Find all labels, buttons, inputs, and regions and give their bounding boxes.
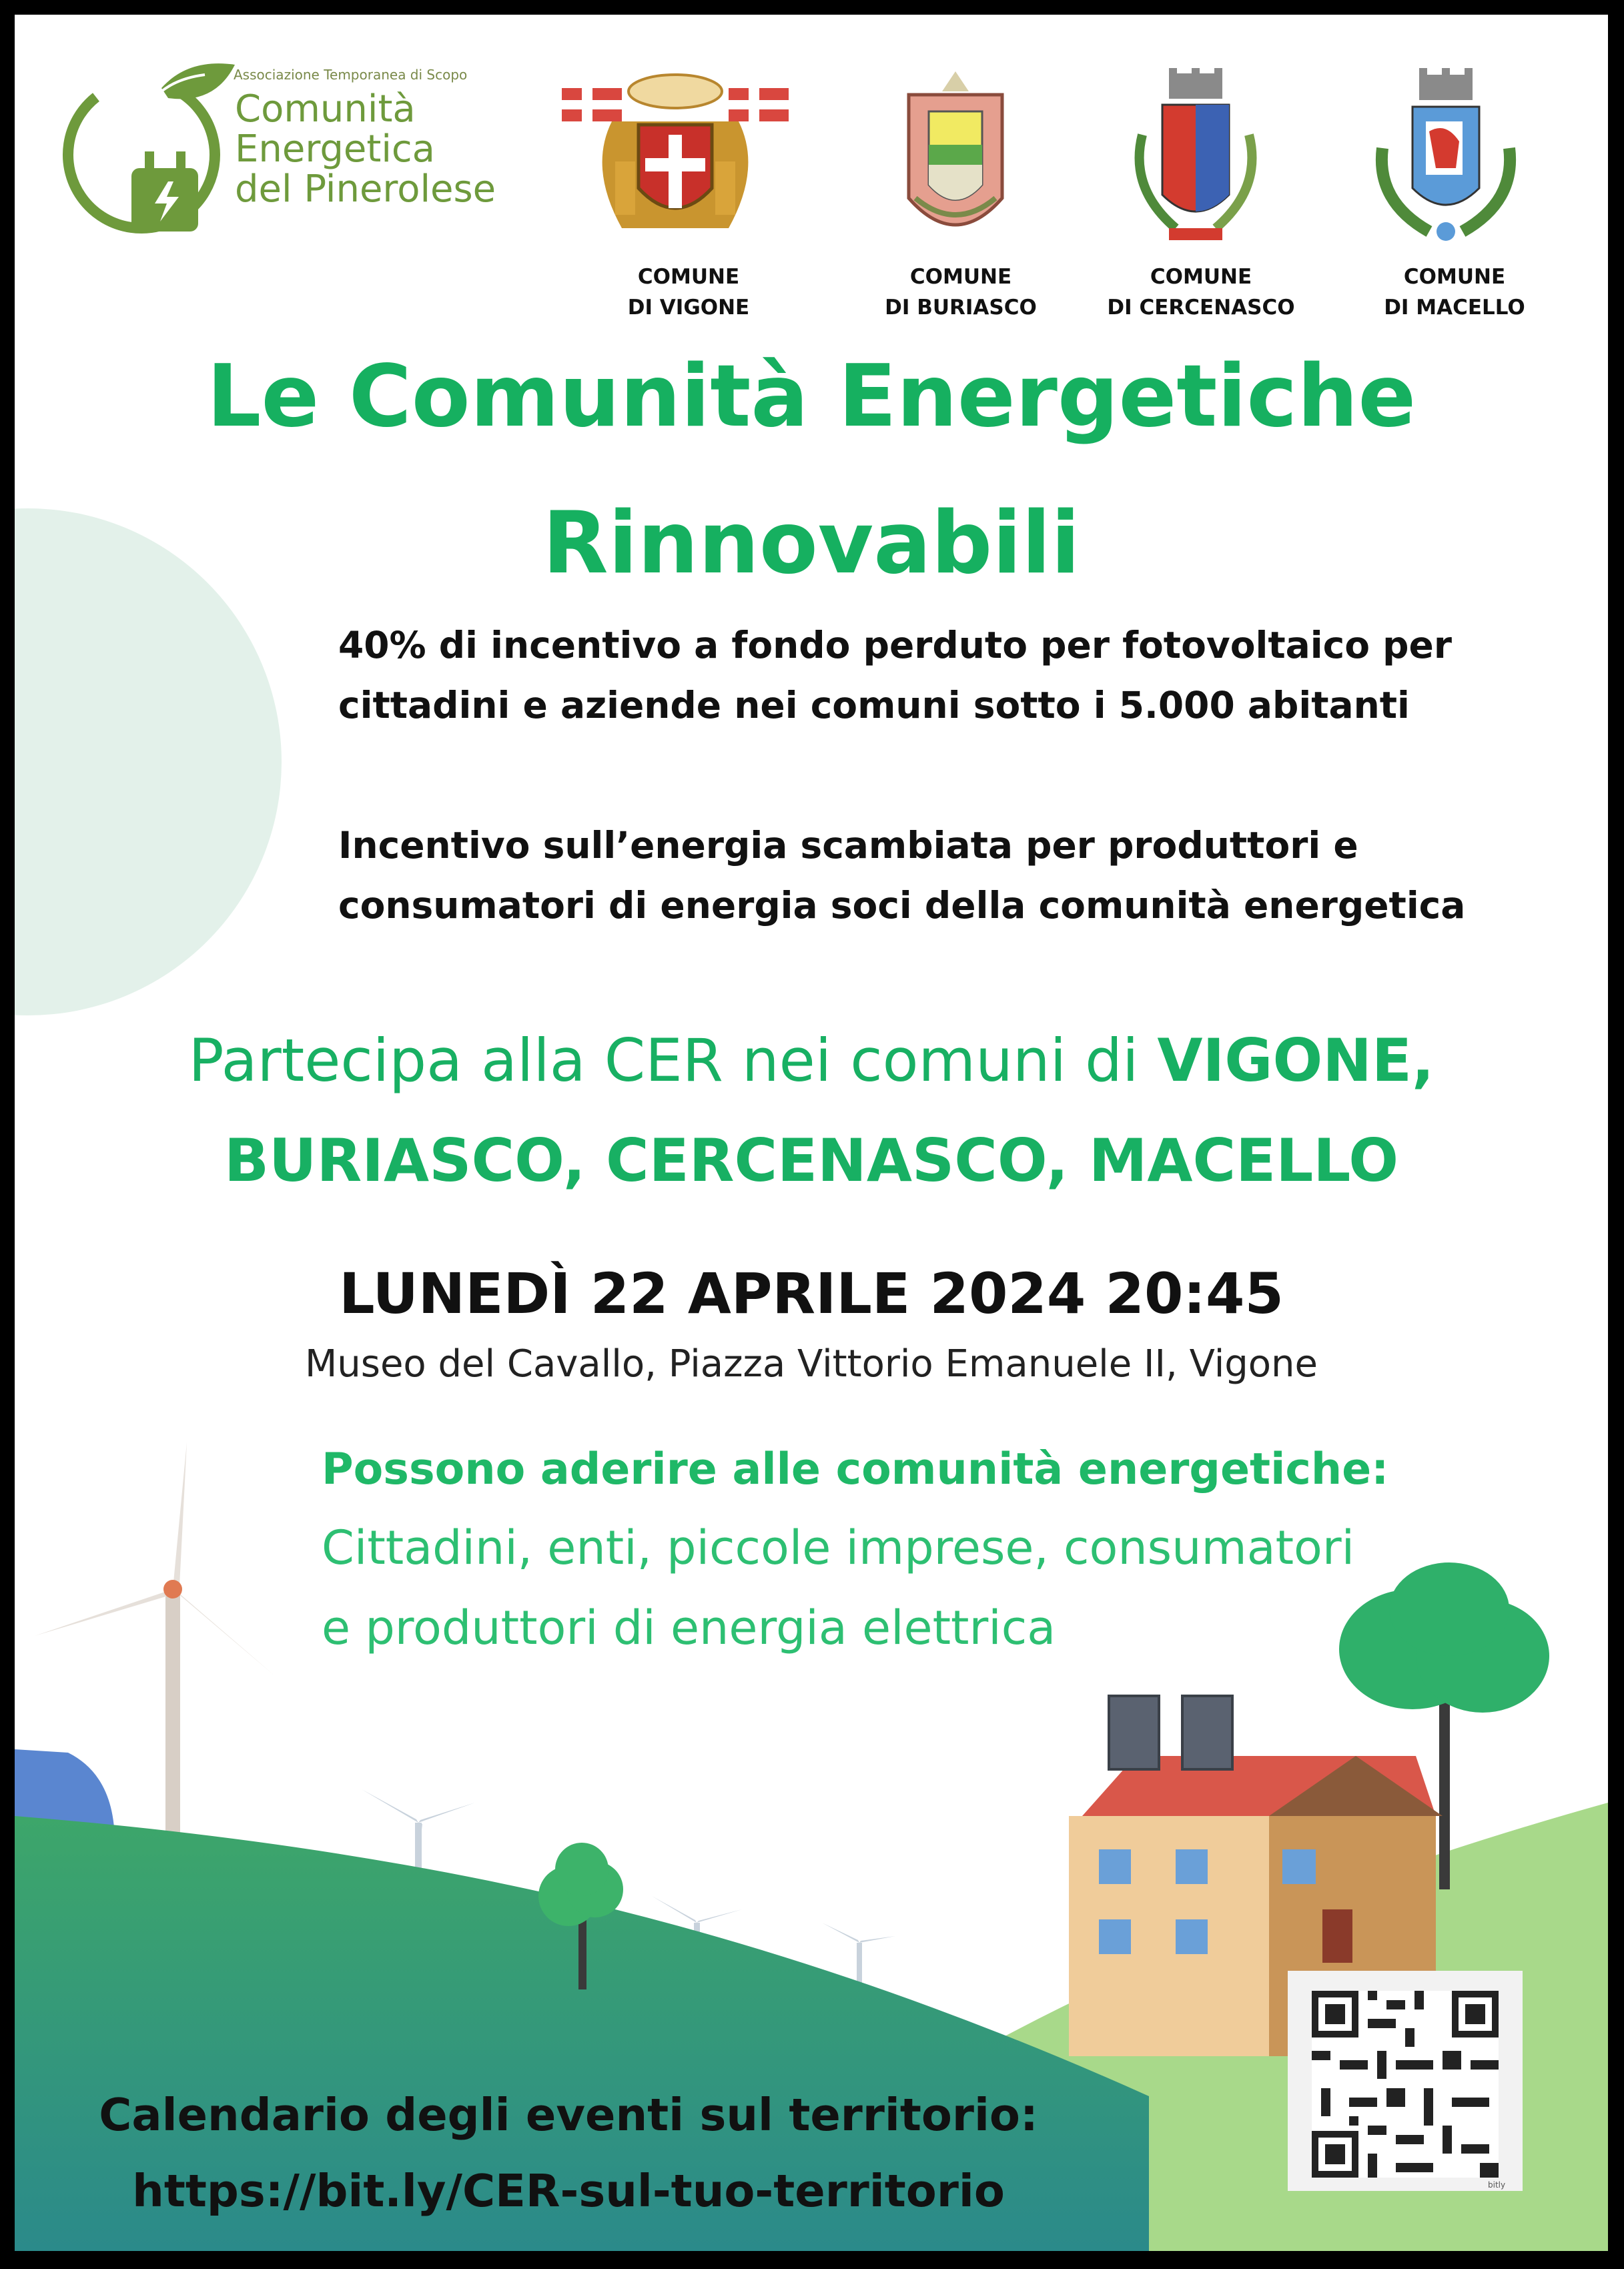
comune-label-line1: COMUNE bbox=[909, 265, 1012, 289]
qr-brand-label: bitly bbox=[1488, 2180, 1506, 2190]
incentive-1 bbox=[338, 615, 1573, 735]
macello-crest-icon bbox=[1356, 68, 1529, 262]
incentive-line: Incentivo sull’energia scambiata per produttori e bbox=[338, 824, 1358, 867]
qr-code-box[interactable] bbox=[1288, 1971, 1523, 2191]
event-date: LUNEDÌ 22 APRILE 2024 20:45 bbox=[339, 1261, 1284, 1326]
event-place: Museo del Cavallo, Piazza Vittorio Emanuele II, Vigone bbox=[304, 1342, 1318, 1386]
association-name-line2: Energetica bbox=[235, 127, 435, 171]
poster bbox=[15, 15, 1608, 2251]
calendar-label: Calendario degli eventi sul territorio: bbox=[99, 2089, 1038, 2141]
partecipa-line1 bbox=[15, 1022, 1608, 1099]
calendar-url[interactable]: https://bit.ly/CER-sul-tuo-territorio bbox=[132, 2165, 1005, 2217]
comune-vigone-label bbox=[588, 262, 789, 323]
partecipa-vigone: VIGONE, bbox=[1157, 1026, 1435, 1095]
incentive-line: 40% di incentivo a fondo perduto per fotovoltaico per bbox=[338, 624, 1452, 666]
association-name-line1: Comunità bbox=[235, 87, 416, 131]
comune-label-line2: DI MACELLO bbox=[1384, 296, 1525, 320]
partecipa-line2: BURIASCO, CERCENASCO, MACELLO bbox=[224, 1126, 1399, 1195]
comune-cercenasco-label bbox=[1101, 262, 1301, 323]
who-line2: e produttori di energia elettrica bbox=[322, 1601, 1056, 1655]
cercenasco-crest-icon bbox=[1122, 68, 1269, 262]
comune-label-line1: COMUNE bbox=[637, 265, 740, 289]
who-line1: Cittadini, enti, piccole imprese, consumatori bbox=[322, 1520, 1355, 1575]
comune-label-line1: COMUNE bbox=[1150, 265, 1252, 289]
incentive-line: consumatori di energia soci della comunità energetica bbox=[338, 884, 1466, 927]
buriasco-crest-icon bbox=[889, 65, 1022, 258]
qr-code-icon bbox=[1288, 1971, 1523, 2191]
vigone-crest-icon bbox=[548, 61, 802, 255]
who-heading: Possono aderire alle comunità energetiche: bbox=[322, 1444, 1389, 1494]
comune-label-line2: DI VIGONE bbox=[627, 296, 750, 320]
comune-macello-label bbox=[1354, 262, 1555, 323]
comune-buriasco-label bbox=[861, 262, 1061, 323]
plug-leaf-logo-icon bbox=[61, 51, 235, 252]
comune-label-line2: DI BURIASCO bbox=[885, 296, 1037, 320]
incentive-line: cittadini e aziende nei comuni sotto i 5.000 abitanti bbox=[338, 684, 1410, 727]
association-subtitle: Associazione Temporanea di Scopo bbox=[234, 67, 468, 83]
incentive-2 bbox=[338, 815, 1573, 935]
comune-label-line1: COMUNE bbox=[1403, 265, 1506, 289]
partecipa-prefix: Partecipa alla CER nei comuni di bbox=[188, 1026, 1158, 1095]
main-title-line1: Le Comunità Energetiche bbox=[206, 347, 1416, 446]
association-name-line3: del Pinerolese bbox=[235, 167, 496, 211]
main-title-line2: Rinnovabili bbox=[542, 494, 1080, 593]
comune-label-line2: DI CERCENASCO bbox=[1107, 296, 1295, 320]
